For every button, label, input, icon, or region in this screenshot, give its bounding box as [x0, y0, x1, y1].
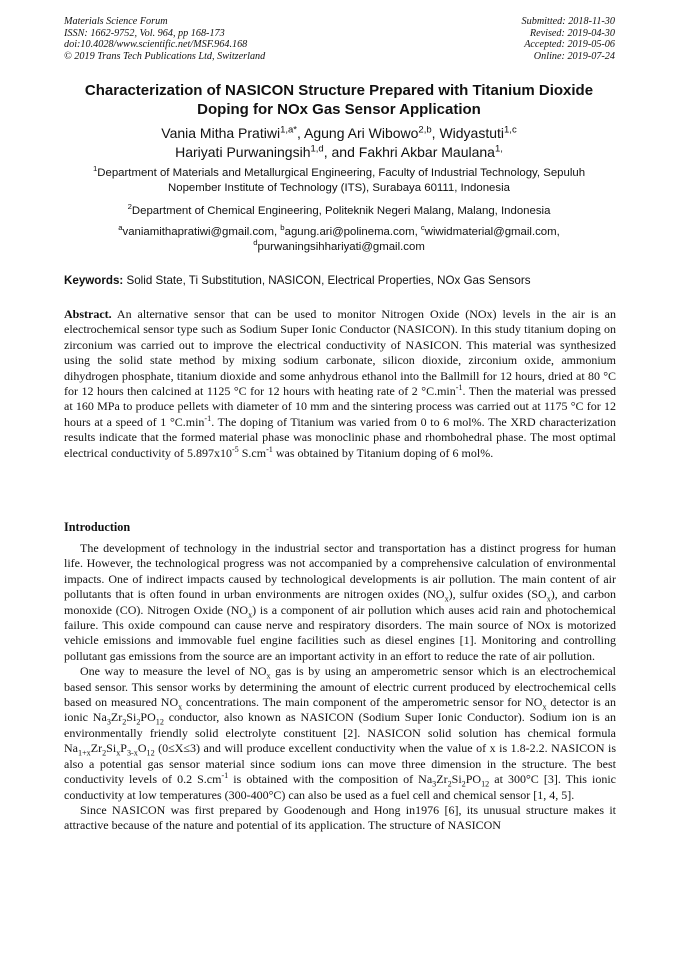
formula-subscript: 12: [481, 779, 490, 789]
journal-issn: ISSN: 1662-9752, Vol. 964, pp 168-173: [64, 27, 225, 39]
paragraph-text: Zr: [110, 710, 123, 725]
formula-subscript: 2: [122, 717, 127, 727]
paragraph-text: PO: [140, 710, 156, 725]
abstract-text: . The doping of Titanium was varied from 0 to 6 mol%. The XRD characterization results indicate that the formed material phase was monoclinic phase and rhombohedral phase. The most optimal electrical conductivity of 5.897x10: [64, 414, 616, 460]
subscript: x: [542, 702, 547, 712]
email-link[interactable]: purwaningsihhariyati@gmail.com: [257, 240, 425, 253]
paragraph-text: Si: [106, 741, 117, 756]
introduction-body: [64, 541, 616, 834]
title-line-2: Doping for NOx Gas Sensor Application: [197, 100, 481, 118]
superscript: -1: [221, 771, 229, 781]
email-mark: c: [420, 223, 425, 233]
paragraph-text: Zr: [90, 741, 103, 756]
author-line-2: [40, 143, 638, 162]
author-affil-mark: 1,: [494, 142, 503, 154]
author-name: Fakhri Akbar Maulana: [358, 143, 495, 160]
paragraph-text: O: [137, 741, 147, 756]
date-online: Online: 2019-07-24: [533, 50, 615, 62]
author-line-1: [40, 124, 638, 143]
formula-subscript: 1+x: [78, 748, 91, 758]
subscript: x: [546, 594, 551, 604]
author-name: Hariyati Purwaningsih: [175, 143, 311, 160]
abstract-superscript: -1: [455, 383, 463, 393]
formula-subscript: x: [116, 748, 121, 758]
keywords-label: Keywords:: [64, 274, 124, 287]
publication-dates: [375, 16, 615, 62]
paper-title: [40, 82, 638, 119]
formula-subscript: 2: [136, 717, 141, 727]
author-name: Agung Ari Wibowo: [304, 125, 419, 141]
email-mark: b: [280, 223, 285, 233]
abstract-superscript: -1: [266, 444, 273, 454]
paragraph-text: Si: [451, 772, 462, 787]
paragraph-text: conductor, also known as NASICON (Sodium Super Ionic Conductor). Sodium ion is an environmentally friendly solid electrolyte constituent [2]. NASICON solid solution has chemical formula Na: [64, 710, 616, 756]
subscript: x: [266, 671, 271, 681]
paragraph-text: at 300°C [3]. This ionic conductivity at low temperatures (300-400°C) can also be used as a fuel cell and chemical sensor [1, 4, 5].: [64, 772, 617, 802]
paragraph-text: P: [120, 741, 127, 756]
paragraph-text: gas is by using an amperometric sensor which is an electrochemical based sensor. This sensor works by determining the amount of electric current produced by electrochemical cells based on measured NO: [64, 664, 616, 710]
paragraph-text: detector is an ionic Na: [64, 695, 616, 725]
subscript: x: [444, 594, 449, 604]
author-separator: ,: [431, 125, 440, 141]
title-line-1: Characterization of NASICON Structure Prepared with Titanium Dioxide: [84, 82, 594, 99]
affiliation-2: [48, 204, 630, 219]
paragraph-1: [64, 541, 616, 664]
paragraph-text: is obtained with the composition of Na: [228, 772, 433, 787]
abstract-superscript: -1: [204, 413, 212, 423]
abstract-text: was obtained by Titanium doping of 6 mol%.: [272, 445, 494, 460]
formula-subscript: 2: [461, 779, 466, 789]
formula-subscript: 12: [155, 717, 164, 727]
paragraph-text: (0≤X≤3) and will produce excellent conductivity when the value of x is 1.8-2.2. NASICON is also a potential gas sensor material since sodium ions can move three dimension in the structure. The best conductivity levels of 0.2 S.cm: [64, 741, 616, 787]
abstract-text: An alternative sensor that can be used to monitor Nitrogen Oxide (NOx) levels in the air is an electrochemical sensor type such as Sodium Super Ionic Conductor (NASICON). In this study titanium doping on zirconium was carried out to improve the electrical conductivity of NASICON. This material was synthesized using the solid state method by mixing sodium carbonate, silicon dioxide, zirconium oxide, ammonium dihydrogen phosphate, titanium dioxide and some anhydrous ethanol into the Ballmill for 12 hours, dried at 80 °C for 12 hours then calcined at 1125 °C for 12 hours with heating rate of 2 °C.min: [64, 307, 616, 399]
abstract: [64, 307, 616, 461]
author-separator: , and: [323, 143, 359, 160]
affiliation-1: [48, 166, 630, 195]
affil-mark: 1: [92, 164, 98, 174]
formula-subscript: 2: [102, 748, 107, 758]
date-revised: Revised: 2019-04-30: [529, 27, 615, 39]
date-accepted: Accepted: 2019-05-06: [524, 39, 615, 51]
journal-info: [64, 16, 384, 62]
subscript: x: [248, 610, 253, 620]
paragraph-text: Si: [126, 710, 137, 725]
email-line-1: [48, 225, 630, 240]
journal-copyright: © 2019 Trans Tech Publications Ltd, Switzerland: [64, 50, 266, 62]
paragraph-text: ) is a component of air pollution which auses acid rain and photochemical failure. This oxide compound can cause nerve and respiratory disorders. The main source of NOx is motorized vehicle emissions and immovable fuel engine facilities such as diesel engines [1]. Monitoring and controlling pollutant gas emissions from the source are an important activity in an effort to reduce the rate of air pollution.: [64, 602, 617, 663]
affiliation-text: Nopember Institute of Technology (ITS), Surabaya 60111, Indonesia: [168, 181, 510, 194]
author-affil-mark: 2,b: [418, 124, 432, 136]
email-mark: d: [253, 237, 258, 247]
author-emails: [48, 225, 630, 254]
email-link[interactable]: vaniamithapratiwi@gmail.com,: [122, 226, 281, 238]
keywords: [64, 274, 616, 288]
paragraph-text: concentrations. The main component of the amperometric sensor for NO: [182, 695, 543, 710]
author-name: Vania Mitha Pratiwi: [161, 125, 281, 141]
email-line-2: [48, 237, 630, 255]
abstract-text: S.cm: [238, 445, 267, 460]
formula-subscript: 3: [106, 717, 111, 727]
formula-subscript: 12: [146, 748, 155, 758]
paragraph-text: The development of technology in the industrial sector and transportation has a distinct progress for human life. However, the technological progress was not accompanied by a comprehensive calculation of environmental impacts. One of indirect impacts caused by technological developments is air pollution. The main content of air pollutants that is often found in urban environments are nitrogen oxides (NO: [64, 541, 616, 602]
formula-subscript: 3: [432, 779, 437, 789]
paragraph-text: ), sulfur oxides (SO: [448, 587, 547, 602]
author-name: Widyastuti: [439, 125, 505, 141]
paragraph-2: [64, 664, 616, 803]
affiliation-text: Department of Chemical Engineering, Politeknik Negeri Malang, Malang, Indonesia: [131, 205, 551, 217]
paragraph-3: Since NASICON was first prepared by Goodenough and Hong in1976 [6], its unusual structure makes it attractive because of the nature and potential of its application. The structure of NASICON: [64, 802, 616, 833]
author-separator: ,: [297, 125, 305, 141]
author-affil-mark: 1,d: [310, 142, 324, 154]
email-link[interactable]: wiwidmaterial@gmail.com,: [424, 226, 560, 238]
abstract-label: Abstract.: [64, 307, 112, 321]
journal-doi: doi:10.4028/www.scientific.net/MSF.964.168: [64, 39, 248, 51]
paragraph-text: One way to measure the level of NO: [80, 664, 267, 679]
affiliation-line: [48, 166, 630, 181]
date-submitted: Submitted: 2018-11-30: [521, 16, 615, 27]
formula-subscript: 3-x: [126, 748, 138, 758]
author-affil-mark: 1,c: [504, 124, 517, 136]
author-affil-mark: 1,a*: [280, 124, 297, 136]
abstract-superscript: -5: [231, 444, 239, 454]
paragraph-text: Zr: [436, 772, 448, 787]
email-mark: a: [118, 223, 123, 233]
section-heading-introduction: Introduction: [64, 520, 131, 534]
subscript: x: [178, 702, 183, 712]
keywords-text: Solid State, Ti Substitution, NASICON, Electrical Properties, NOx Gas Sensors: [123, 274, 531, 287]
abstract-text: . Then the material was pressed at 160 MPa to produce pellets with diameter of 10 mm and the sintering process was carried out at 1175 °C for 12 hours at a speed of 1 °C.min: [64, 384, 617, 429]
paragraph-text: ), and carbon monoxide (CO). Nitrogen Oxide (NO: [64, 587, 616, 617]
email-link[interactable]: agung.ari@polinema.com,: [284, 226, 421, 238]
journal-name: Materials Science Forum: [64, 16, 168, 27]
paragraph-text: PO: [465, 772, 482, 787]
formula-subscript: 2: [447, 779, 452, 789]
affiliation-text: Department of Materials and Metallurgical Engineering, Faculty of Industrial Technology, Sepuluh: [97, 167, 586, 179]
affil-mark: 2: [127, 202, 132, 212]
author-list: [40, 124, 638, 161]
